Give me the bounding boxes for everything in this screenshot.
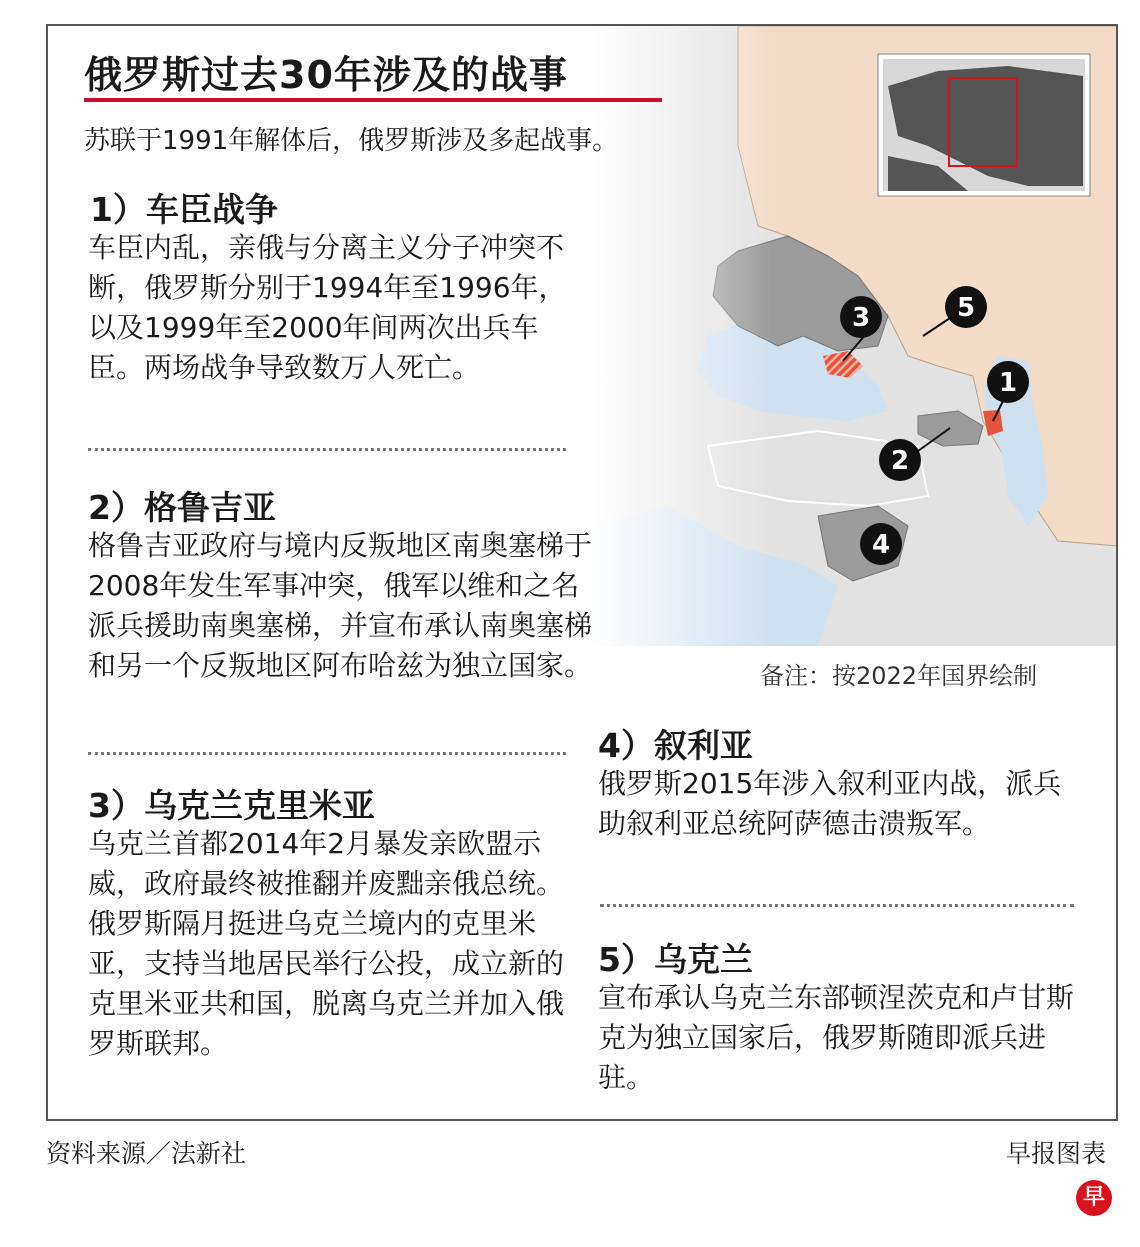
inset-map: [878, 54, 1090, 196]
page-subtitle: 苏联于1991年解体后，俄罗斯涉及多起战事。: [84, 126, 619, 156]
graphic-credit: 早报图表: [1006, 1139, 1107, 1168]
divider: [88, 448, 566, 451]
section-1-body: 车臣内乱，亲俄与分离主义分子冲突不断，俄罗斯分别于1994年至1996年，以及1999年至2000年间两次出兵车臣。两场战争导致数万人死亡。: [88, 231, 567, 384]
marker-4: [860, 523, 902, 565]
section-4-heading: 4）叙利亚: [598, 726, 753, 765]
zaobao-logo: 早: [1076, 1180, 1112, 1216]
marker-5-label: 5: [956, 293, 976, 323]
section-2-body: 格鲁吉亚政府与境内反叛地区南奥塞梯于2008年发生军事冲突，俄军以维和之名派兵援助南奥塞梯，并宣布承认南奥塞梯和另一个反叛地区阿布哈兹为独立国家。: [88, 529, 593, 682]
marker-4-label: 4: [871, 530, 891, 560]
title-underline: [84, 98, 662, 102]
section-5-heading: 5）乌克兰: [598, 940, 753, 979]
section-4-body: 俄罗斯2015年涉入叙利亚内战，派兵助叙利亚总统阿萨德击溃叛军。: [598, 767, 1062, 840]
map-svg: [588, 26, 1118, 646]
section-3-heading: 3）乌克兰克里米亚: [88, 786, 375, 825]
section-1-heading: 1）车臣战争: [90, 190, 278, 229]
source-credit: 资料来源／法新社: [46, 1139, 247, 1168]
section-5-body: 宣布承认乌克兰东部顿涅茨克和卢甘斯克为独立国家后，俄罗斯随即派兵进驻。: [598, 981, 1075, 1094]
divider: [600, 904, 1074, 907]
infographic-frame: [46, 24, 1118, 1121]
page-title: 俄罗斯过去30年涉及的战事: [84, 53, 568, 97]
divider: [88, 752, 566, 755]
section-2-heading: 2）格鲁吉亚: [88, 488, 276, 527]
map-note: 备注：按2022年国界绘制: [760, 662, 1038, 690]
section-3-body: 乌克兰首都2014年2月暴发亲欧盟示威，政府最终被推翻并废黜亲俄总统。俄罗斯隔月挺进乌克兰境内的克里米亚，支持当地居民举行公投，成立新的克里米亚共和国，脱离乌克兰并加入俄罗斯联邦。: [88, 827, 565, 1060]
marker-3-label: 3: [851, 303, 871, 333]
marker-2-label: 2: [890, 446, 910, 476]
marker-1-label: 1: [998, 368, 1018, 398]
region-map: [588, 26, 1118, 646]
